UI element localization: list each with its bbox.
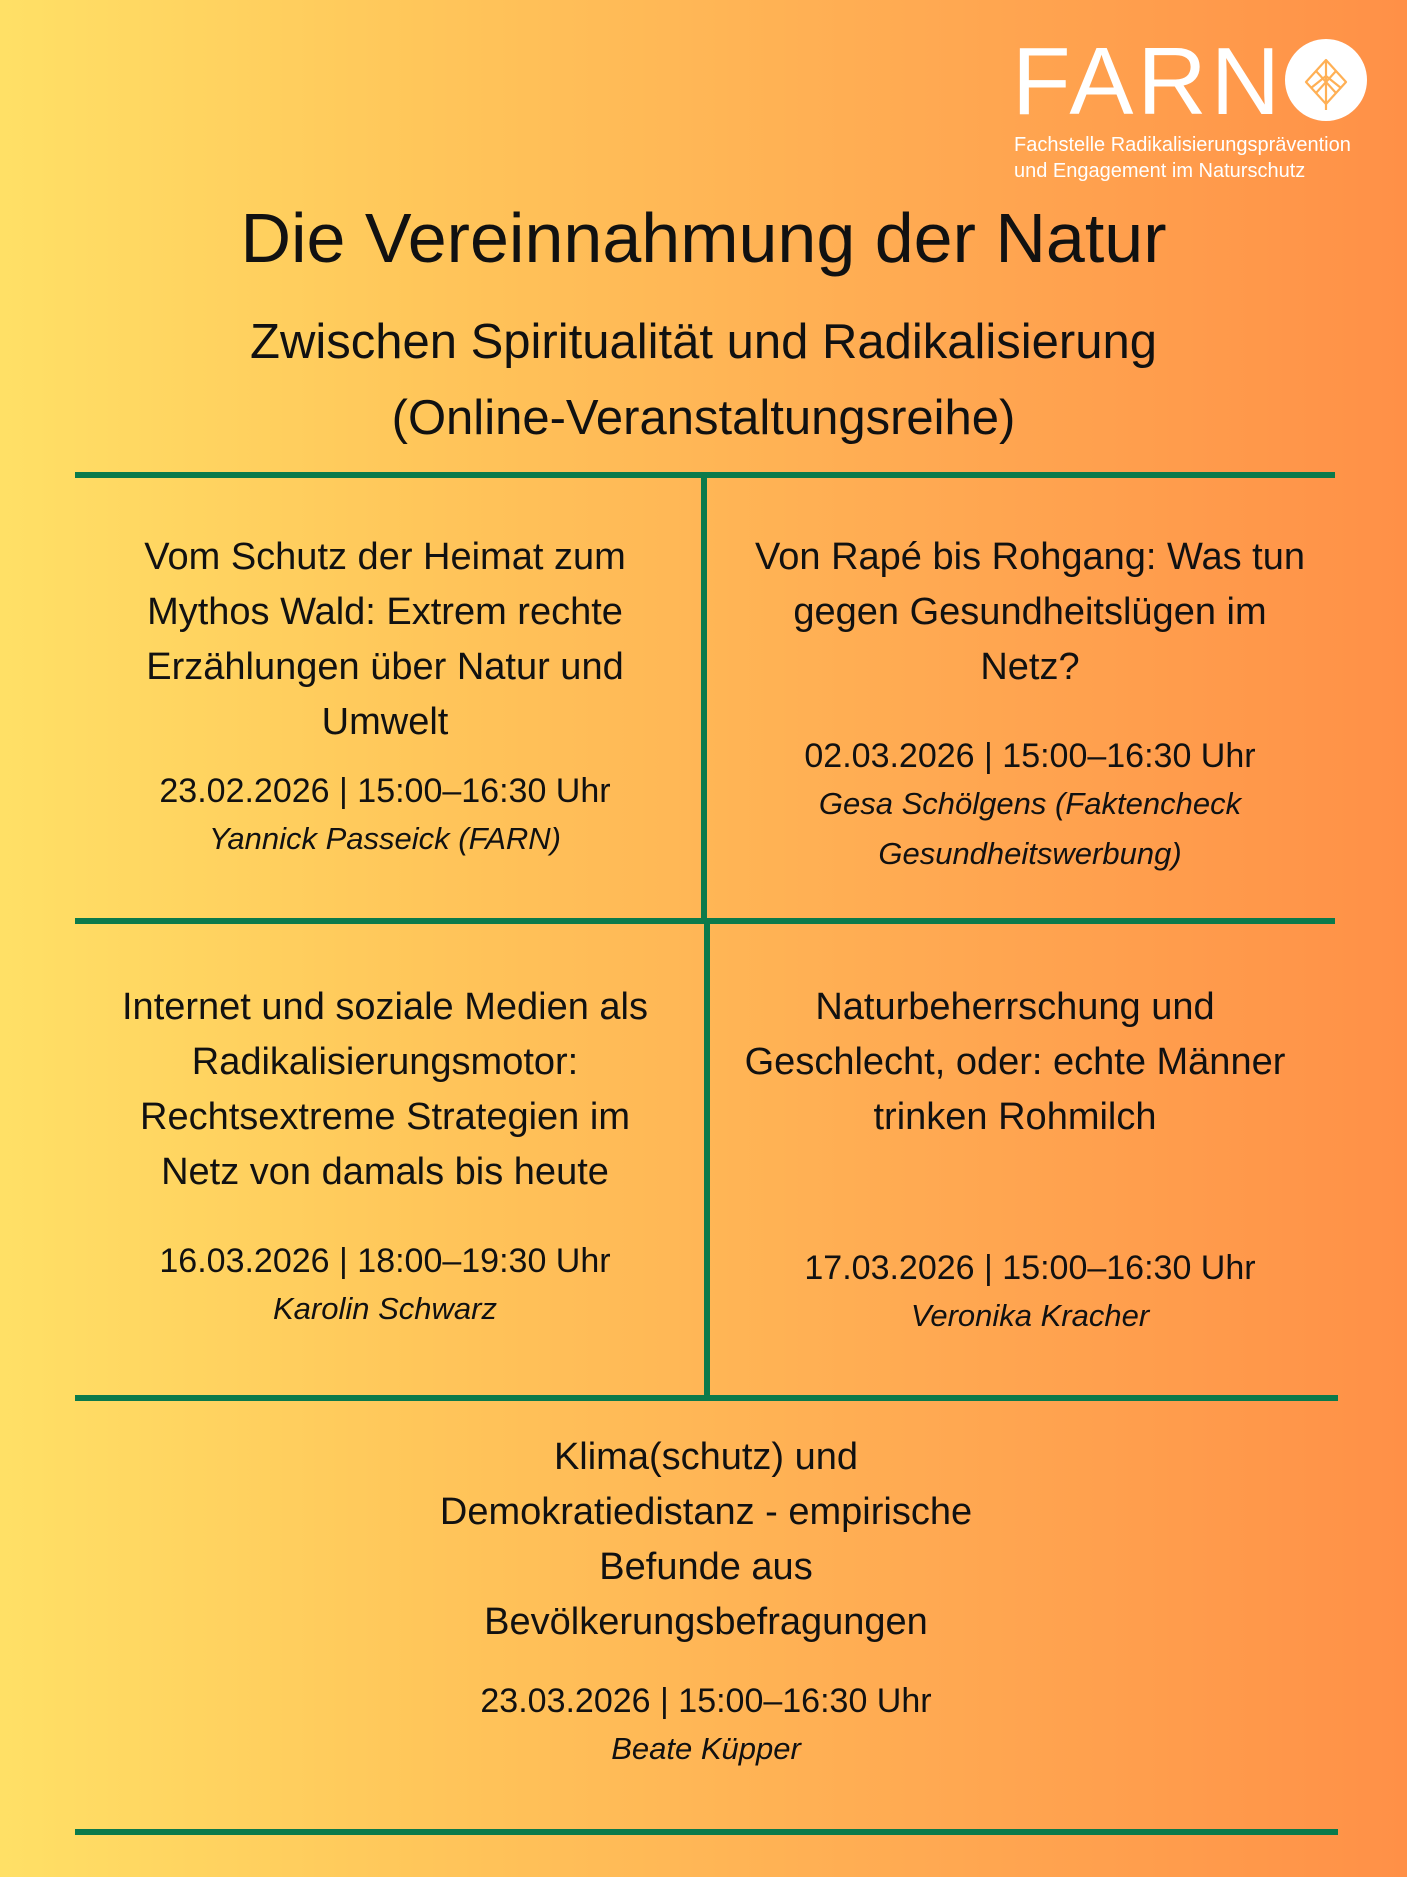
event-speaker-line: Yannick Passeick (FARN) [209,821,561,856]
event-card [720,980,1310,1145]
event-title-line: Vom Schutz der Heimat zum [144,536,626,578]
event-speaker [90,1284,680,1334]
event-title-line: Internet und soziale Medien als [122,986,648,1028]
event-title-line: Umwelt [321,701,449,743]
event-title-line: Mythos Wald: Extrem rechte [147,591,623,633]
event-title-line: gegen Gesundheitslügen im [793,591,1267,633]
subtitle-line: Zwischen Spiritualität und Radikalisierung [250,315,1157,369]
event-title [720,980,1310,1145]
page-subtitle [0,304,1407,456]
event-speaker-line: Gesa Schölgens (Faktencheck [818,786,1242,821]
event-title [735,530,1325,695]
event-title [356,1430,1056,1650]
farn-logo [1012,28,1372,184]
event-title-line: Demokratiedistanz - empirische [439,1491,973,1533]
event-card [735,530,1325,879]
event-speaker [735,1291,1325,1341]
event-speaker-line: Beate Küpper [611,1731,801,1766]
event-title-line: Radikalisierungsmotor: [191,1041,579,1083]
logo-tagline-line: Fachstelle Radikalisierungsprävention [1014,134,1351,156]
event-title-line: Netz von damals bis heute [161,1151,609,1193]
logo-tagline-line: und Engagement im Naturschutz [1014,160,1306,182]
event-date: 16.03.2026 | 18:00–19:30 Uhr [159,1242,611,1280]
subtitle-line: (Online-Veranstaltungsreihe) [391,391,1016,445]
event-title-line: trinken Rohmilch [873,1096,1157,1138]
event-speaker [90,814,680,864]
divider-vertical-upper [701,475,707,923]
circle-tree-icon [1284,38,1368,122]
event-title-line: Erzählungen über Natur und [146,646,624,688]
event-speaker-line: Karolin Schwarz [273,1291,497,1326]
divider-vertical-lower [704,920,710,1398]
logo-tagline [1014,132,1351,184]
event-date: 23.02.2026 | 15:00–16:30 Uhr [159,772,611,810]
event-title-line: Rechtsextreme Strategien im [140,1096,630,1138]
event-title-line: Bevölkerungsbefragungen [484,1601,928,1643]
event-meta [735,1245,1325,1341]
page-title: Die Vereinnahmung der Natur [240,199,1167,277]
logo-wordmark: FARN [1012,28,1285,135]
event-card [90,530,680,864]
event-speaker [735,779,1325,879]
event-title [90,980,680,1200]
event-title-line: Netz? [980,646,1080,688]
event-card [90,980,680,1334]
event-speaker-line: Veronika Kracher [910,1298,1150,1333]
event-date: 02.03.2026 | 15:00–16:30 Uhr [804,737,1256,775]
event-card [356,1430,1056,1774]
event-title [90,530,680,750]
event-title-line: Klima(schutz) und [553,1436,859,1478]
divider-bottom [75,1829,1338,1835]
event-title-line: Geschlecht, oder: echte Männer [744,1041,1286,1083]
event-speaker-line: Gesundheitswerbung) [878,836,1182,871]
event-date: 17.03.2026 | 15:00–16:30 Uhr [804,1249,1256,1287]
event-title-line: Naturbeherrschung und [815,986,1215,1028]
event-speaker [356,1724,1056,1774]
event-date: 23.03.2026 | 15:00–16:30 Uhr [480,1682,932,1720]
event-title-line: Von Rapé bis Rohgang: Was tun [755,536,1305,578]
event-title-line: Befunde aus [599,1546,813,1588]
